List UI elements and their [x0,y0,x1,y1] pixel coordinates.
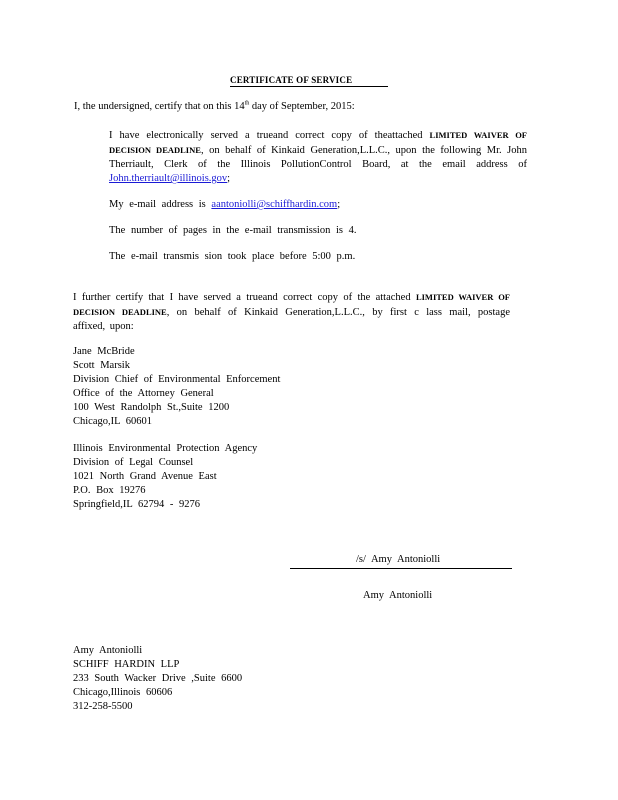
punctuation: ; [227,173,231,184]
address-line: Springfield,IL 62794 - 9276 [73,499,201,510]
transmission-time-line: The e-mail transmis sion took place before 5:00 p.m. [109,251,356,262]
address-line: 1021 North Grand Avenue East [73,471,217,482]
email-service-text: I have electronically served a trueand correct copy of theattached [109,130,423,141]
mail-service-detail: , on behalf of Kinkaid Generation,L.L.C., by first c lass mail, postage affixed, upon: [73,307,510,332]
signatory-name: Amy Antoniolli [363,590,433,601]
address-line: Division Chief of Environmental Enforcement [73,374,281,385]
address-line: Jane McBride [73,346,135,357]
intro-line [74,100,355,114]
signature-electronic: /s/ Amy Antoniolli [356,554,441,565]
address-line: Illinois Environmental Protection Agency [73,443,258,454]
my-email-link[interactable]: aantoniolli@schiffhardin.com [211,199,338,210]
mail-service-paragraph [73,290,510,334]
address-line: Amy Antoniolli [73,645,143,656]
address-line: P.O. Box 19276 [73,485,146,496]
document-name: LIMITED WAIVER OF DECISION DEADLINE [73,292,511,317]
email-service-paragraph [109,128,527,186]
email-service-detail: , on behalf of Kinkaid Generation,L.L.C., upon the following Mr. John Therriault, Clerk of the Illinois PollutionControl Board, at the email address of [109,145,527,170]
recipient-address-2 [73,442,257,512]
address-line: Division of Legal Counsel [73,457,194,468]
address-line: Scott Marsik [73,360,130,371]
mail-service-text: I further certify that I have served a trueand correct copy of the attached [73,292,411,303]
document-name: LIMITED WAIVER OF DECISION DEADLINE [109,130,528,155]
my-email-line [109,198,340,212]
address-line: Chicago,IL 60601 [73,416,153,427]
signature-line [290,568,512,569]
page-count-line: The number of pages in the e-mail transmission is 4. [109,225,357,236]
recipient-email-link[interactable]: John.therriault@illinois.gov [109,173,228,184]
intro-date-text: day of September, 2015: [249,101,355,112]
intro-text: I, the undersigned, certify that on this 14 [74,101,245,112]
address-line: 100 West Randolph St.,Suite 1200 [73,402,230,413]
address-line: SCHIFF HARDIN LLP [73,659,180,670]
intro-superscript: th [244,100,250,107]
address-line: Chicago,Illinois 60606 [73,687,173,698]
punctuation: ; [337,199,341,210]
my-email-label: My e-mail address is [109,199,206,210]
document-title: CERTIFICATE OF SERVICE [230,74,388,87]
address-line: 233 South Wacker Drive ,Suite 6600 [73,673,243,684]
phone-number: 312-258-5500 [73,701,133,712]
sender-address-block [73,644,242,714]
address-line: Office of the Attorney General [73,388,214,399]
recipient-address-1 [73,345,280,429]
